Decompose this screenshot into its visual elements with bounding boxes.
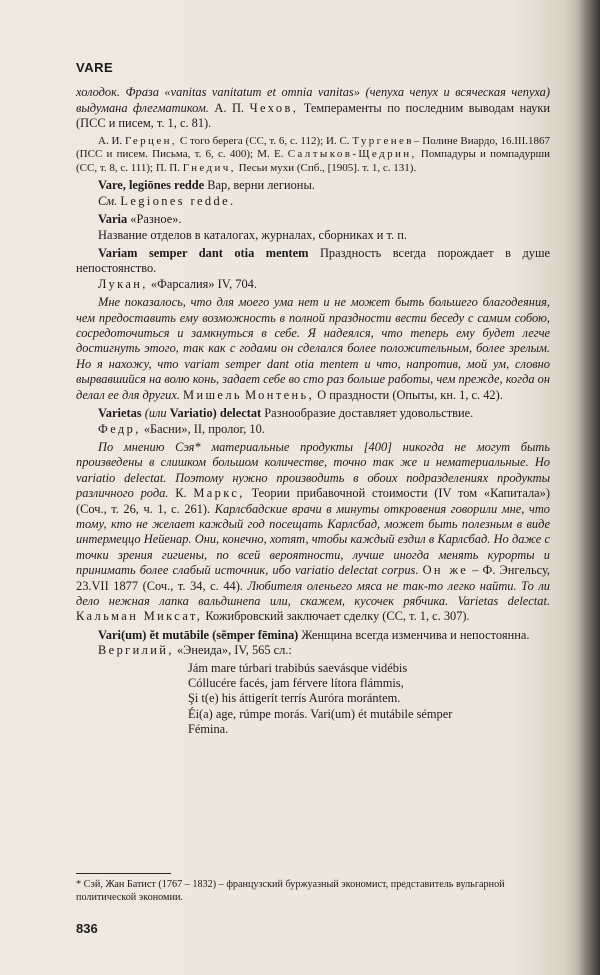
paragraph-chekhov-quote <box>76 85 550 131</box>
entry-headword: Variam semper dant otia mentem <box>98 246 309 261</box>
entry-headword: Vari(um) ĕt mutābile <box>98 627 210 642</box>
entry-headword: Varietas <box>98 406 142 421</box>
source-author: Лукан, <box>98 276 148 291</box>
entry-headword-paren: (sĕmper fēmina) <box>212 627 299 642</box>
quote-author: Маркс, <box>193 486 245 501</box>
ref-author: Гнедич, <box>182 161 236 174</box>
see-label: См. <box>98 193 118 208</box>
author-name: Чехов, <box>249 100 299 115</box>
quote-author: Он же <box>422 563 469 578</box>
ref-text: – Полине Виардо, 16.III.1867 (ПСС и писем. Письма, т. 6, с. 400); М. Е. <box>76 134 550 161</box>
quote-text: По мнению Сэя* материальные продукты [400] никогда не могут быть произведены в слишком большом количестве, точно так же и нематериальные. Но variatio delectat. Поэтому нужно производить в обоих подразделениях продукты различного рода. <box>76 439 550 501</box>
entry-headword: Varia <box>98 212 128 227</box>
entry-varia <box>76 212 550 227</box>
entry-source <box>76 422 550 437</box>
quote-author: Монтень, <box>245 387 315 402</box>
see-reference: Legiones redde. <box>120 193 236 208</box>
entry-see-also <box>76 194 550 209</box>
verse-line: Fémina. <box>188 722 229 737</box>
footnote: * Сэй, Жан Батист (1767 – 1832) – французский буржуазный экономист, представитель вульгарной политической экономии. <box>76 879 505 903</box>
entry-headword: delectat <box>219 406 262 421</box>
ref-text: Помпадуры и помпадурши (СС, т. 8, с. 111); П. П. <box>76 148 551 174</box>
entry-translation: Праздность всегда порождает в душе непостоянство. <box>76 246 550 276</box>
entry-translation: Женщина всегда изменчива и непостоянна. <box>301 627 530 642</box>
entry-translation: Вар, верни легионы. <box>207 178 315 193</box>
verse-line: Éi(a) age, rúmpe morás. Vari(um) ét mutábile sémper <box>188 706 453 721</box>
quote-text: Любителя оленьего мяса не так-то легко найти. То ли дело нежная лапка вальдшнепа или, скажем, кусочек рябчика. Varietas delectat. <box>76 578 550 608</box>
source-author: Вергилий, <box>98 643 174 658</box>
references-block <box>76 135 550 176</box>
quote-text: холодок. Фраза «vanitas vanitatum et omnia vanitas» (чепуха чепух и всяческая чепуха) выдумана флегматиком. <box>76 85 550 115</box>
page-content <box>76 60 550 738</box>
entry-source <box>76 277 550 292</box>
verse-line: Şi t(e) his áttigerít terrís Auróra morántem. <box>188 691 401 706</box>
verse-line: Jám mare túrbari trabibús saevásque vidébis <box>188 660 408 675</box>
author-initials: А. П. <box>214 100 245 115</box>
ref-author: Тургенев <box>352 134 414 147</box>
entry-translation: «Разное». <box>130 212 182 227</box>
source-work: «Фарсалия» IV, 704. <box>150 276 257 291</box>
ref-author: Герцен, <box>124 134 178 147</box>
ref-initials: А. И. <box>98 134 123 147</box>
verse-block <box>188 661 550 738</box>
montaigne-quote <box>76 295 550 403</box>
source-text: Темпераменты по последним выводам науки (ПСС и писем, т. 1, с. 81). <box>76 100 550 131</box>
marx-quote <box>76 440 550 625</box>
page-number: 836 <box>76 921 98 936</box>
quote-source: О праздности (Опыты, кн. 1, с. 42). <box>317 387 503 402</box>
source-work: «Энеида», IV, 565 сл.: <box>176 643 292 658</box>
entry-headword: Variatio) <box>169 406 217 421</box>
page-shadow-edge <box>578 0 600 975</box>
entry-vare <box>76 178 550 193</box>
quote-author: Кальман Миксат, <box>76 609 203 624</box>
entry-variam-semper <box>76 246 550 277</box>
quote-source: Кожибровский заключает сделку (СС, т. 1, с. 307). <box>205 609 470 624</box>
verse-line: Cóllucére facés, jam férvere lítora flámmis, <box>188 676 404 690</box>
entry-source <box>76 643 550 658</box>
entry-varium <box>76 628 550 643</box>
entry-description: Название отделов в каталогах, журналах, сборниках и т. п. <box>98 227 407 242</box>
entry-translation: Разнообразие доставляет удовольствие. <box>264 406 474 421</box>
quote-text: Карлсбадские врачи в минуты откровения говорили мне, что тому, кто не желает каждый год посещать Карлсбад, может быть полезным в виде интермеццо Нейенар. Они, конечно, хотят, чтобы каждый ездил в Карлсбад. Но даже с точки зрения гигиены, по всей вероятности, лучше иногда менять курорты и принимать более слабый источник, ибо variatio delectat corpus. <box>76 501 550 578</box>
quote-author-initial: К. <box>175 486 187 501</box>
ref-text: С того берега (СС, т. 6, с. 112); И. С. <box>179 134 350 147</box>
quote-source: Теории прибавочной стоимости (IV том «Капитала») (Соч., т. 26, ч. 1, с. 261). <box>76 486 550 516</box>
running-header: VARE <box>76 60 114 75</box>
entry-paren: (или <box>144 406 167 421</box>
quote-source: – Ф. Энгельсу, 23.VII 1877 (Соч., т. 34, с. 44). <box>76 563 550 593</box>
ref-text: Песьи мухи (Спб., [1905]. т. 1, с. 131). <box>238 161 417 174</box>
ref-author: Салтыков-Щедрин, <box>287 148 417 161</box>
quote-text: Мне показалось, что для моего ума нет и не может быть большего благодеяния, чем предоставить ему возможность в полной праздности вести беседу с самим собою, сосредоточиться и замкнуться в себе. Я надеялся, что теперь ему будет легче достигнуть этого, так как с годами он сделался более положительным, более зрелым. Но я нахожу, что variam semper dant otia mentem и что, напротив, мой ум, словно вырвавшийся на волю конь, задает себе во сто раз больше работы, чем прежде, когда он делал ее для других. <box>76 295 550 402</box>
source-author: Федр, <box>98 421 141 436</box>
entry-varietas <box>76 406 550 421</box>
entry-headword: Vare, legiōnes redde <box>98 178 205 193</box>
quote-author: Мишель <box>183 387 242 402</box>
source-work: «Басни», II, пролог, 10. <box>143 421 265 436</box>
footnote-divider <box>76 873 171 874</box>
